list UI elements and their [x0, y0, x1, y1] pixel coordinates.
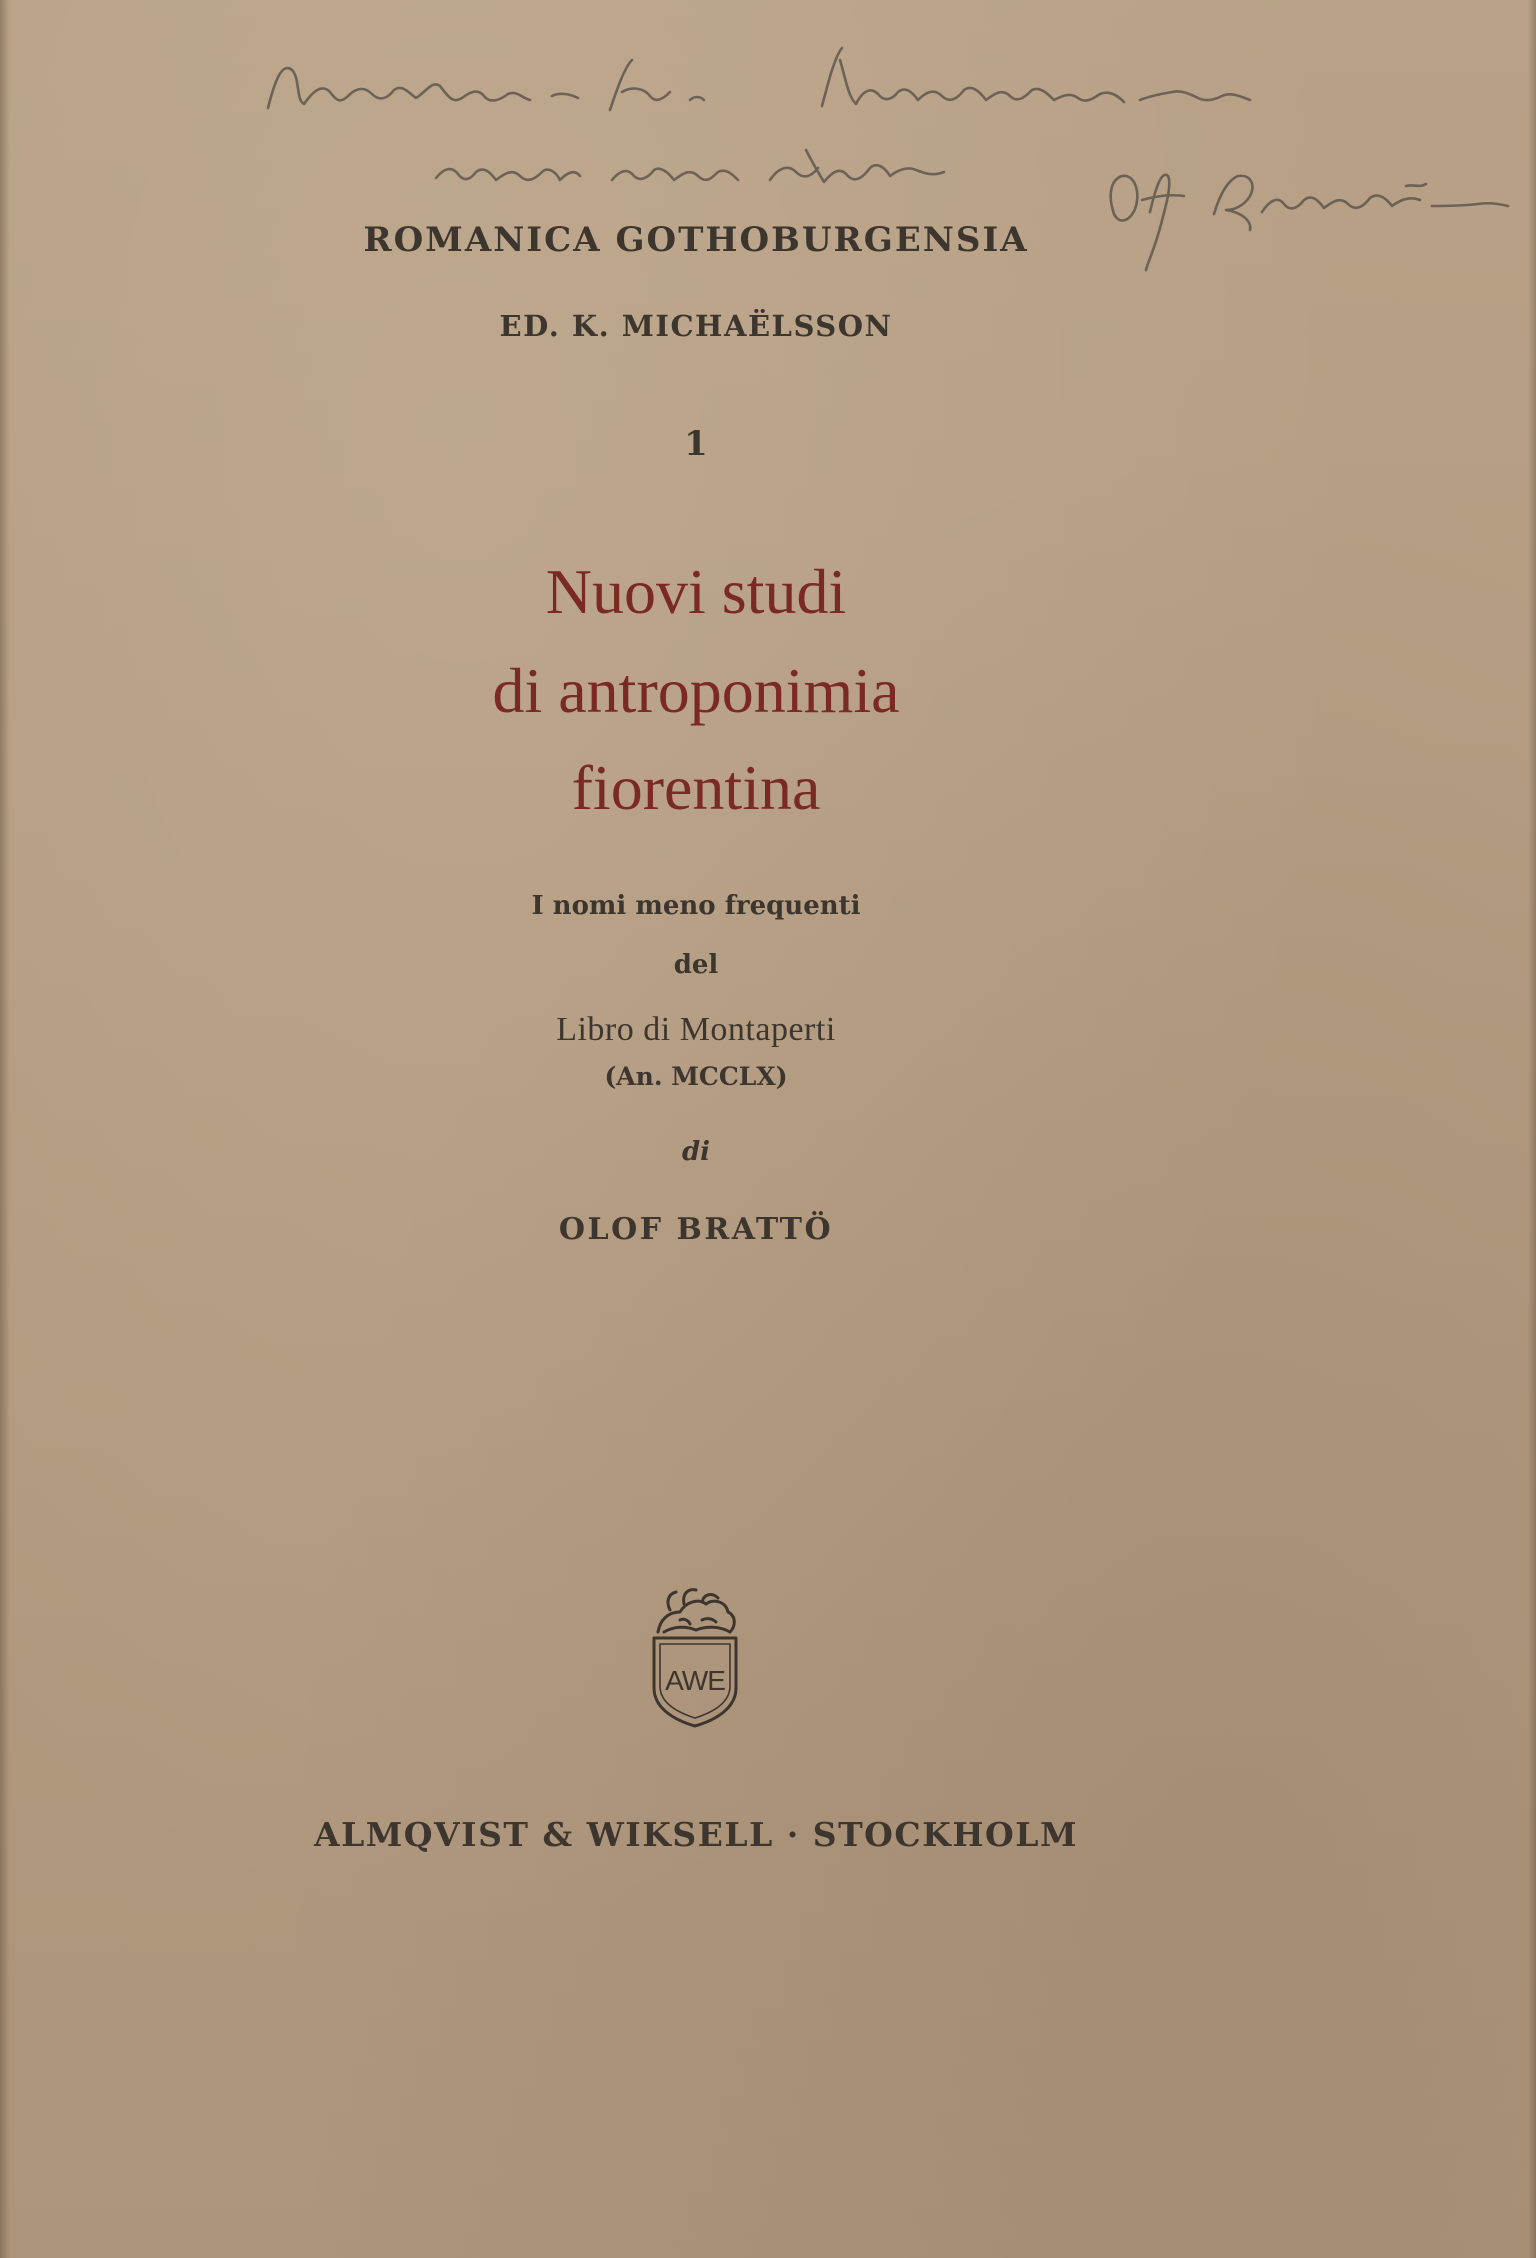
book-title-line-2: di antroponimia [492, 655, 900, 726]
subtitle-line-3: Libro di Montaperti [556, 1011, 836, 1048]
publisher-imprint: ALMQVIST & WIKSELL · STOCKHOLM [313, 1815, 1079, 1854]
subtitle-line-1: I nomi meno frequenti [531, 891, 861, 921]
series-title: ROMANICA GOTHOBURGENSIA [363, 220, 1029, 260]
subtitle-line-2: del [673, 950, 719, 980]
lion-shield-logo-icon [640, 1580, 750, 1730]
book-title-line-1: Nuovi studi [545, 556, 847, 627]
series-editor: ED. K. MICHAËLSSON [499, 309, 893, 343]
book-title-line-3: fiorentina [571, 752, 821, 823]
author-preposition: di [681, 1137, 711, 1167]
paper-edge-right [1528, 0, 1536, 2258]
handwritten-dedication [0, 0, 1536, 320]
subtitle-year: (An. MCCLX) [604, 1062, 788, 1091]
author-name: OLOF BRATTÖ [558, 1212, 834, 1247]
volume-number: 1 [684, 424, 708, 464]
svg-text:AWE: AWE [665, 1665, 725, 1696]
